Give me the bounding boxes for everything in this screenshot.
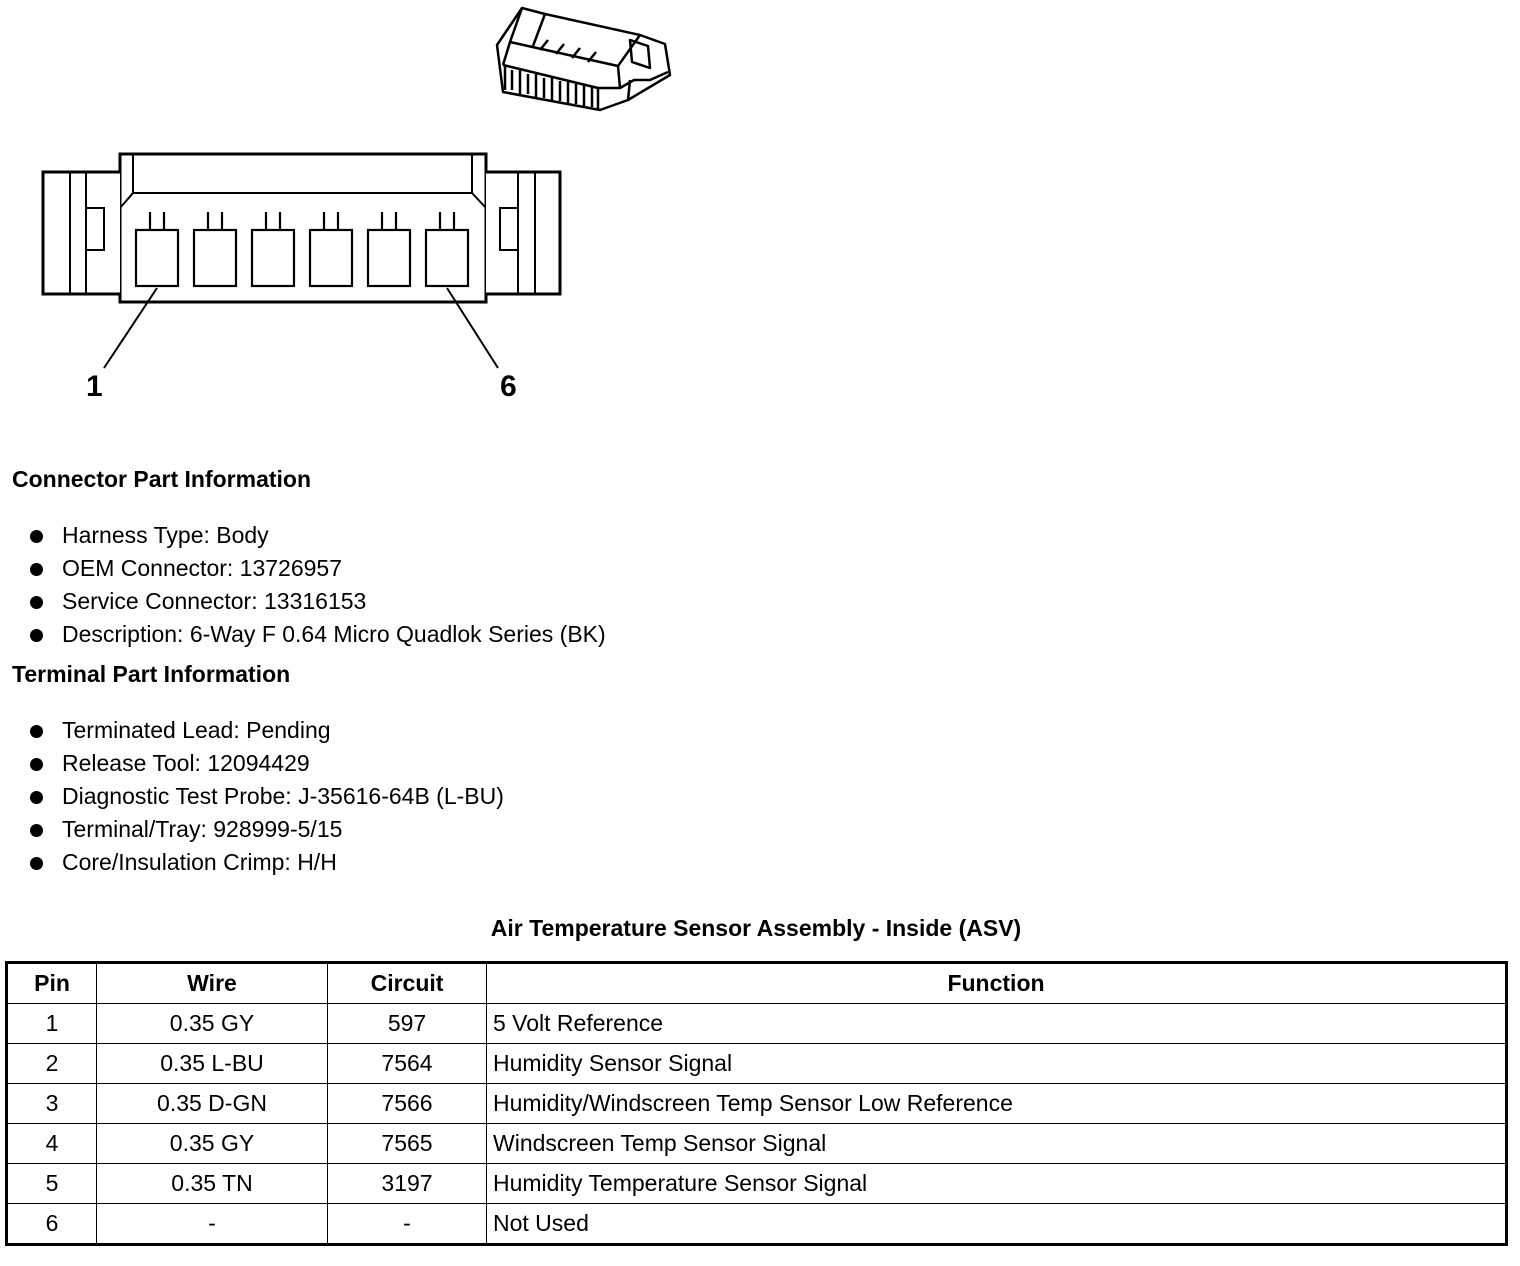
list-item: Release Tool: 12094429 — [28, 747, 504, 780]
terminal-info-list — [28, 714, 504, 879]
table-row — [7, 1124, 1507, 1164]
cell-pin: 3 — [7, 1084, 97, 1124]
cell-wire: 0.35 TN — [97, 1164, 328, 1204]
cell-circuit: - — [328, 1204, 487, 1245]
table-row — [7, 1164, 1507, 1204]
cell-circuit: 7565 — [328, 1124, 487, 1164]
cell-function: Not Used — [487, 1204, 1507, 1245]
list-item: Core/Insulation Crimp: H/H — [28, 846, 504, 879]
table-header-row — [7, 963, 1507, 1004]
cell-wire: 0.35 GY — [97, 1124, 328, 1164]
connector-face-view — [43, 154, 560, 368]
cell-circuit: 7566 — [328, 1084, 487, 1124]
table-row — [7, 1084, 1507, 1124]
header-wire: Wire — [97, 963, 328, 1004]
pin-6-label: 6 — [500, 370, 517, 403]
cell-pin: 1 — [7, 1004, 97, 1044]
connector-diagram — [0, 0, 700, 420]
connector-3d-view — [497, 8, 670, 110]
cell-circuit: 7564 — [328, 1044, 487, 1084]
cell-wire: 0.35 L-BU — [97, 1044, 328, 1084]
table-row — [7, 1044, 1507, 1084]
cell-circuit: 3197 — [328, 1164, 487, 1204]
cell-function: Humidity/Windscreen Temp Sensor Low Reference — [487, 1084, 1507, 1124]
list-item: Harness Type: Body — [28, 519, 606, 552]
cell-pin: 6 — [7, 1204, 97, 1245]
table-row — [7, 1004, 1507, 1044]
cell-function: Windscreen Temp Sensor Signal — [487, 1124, 1507, 1164]
connector-info-title: Connector Part Information — [12, 466, 312, 492]
cell-pin: 4 — [7, 1124, 97, 1164]
table-title: Air Temperature Sensor Assembly - Inside (ASV) — [490, 915, 1022, 941]
cell-pin: 5 — [7, 1164, 97, 1204]
pinout-table — [5, 961, 1508, 1246]
cell-function: Humidity Temperature Sensor Signal — [487, 1164, 1507, 1204]
header-function: Function — [487, 963, 1507, 1004]
list-item: Service Connector: 13316153 — [28, 585, 606, 618]
header-pin: Pin — [7, 963, 97, 1004]
cell-circuit: 597 — [328, 1004, 487, 1044]
cell-function: Humidity Sensor Signal — [487, 1044, 1507, 1084]
table-row — [7, 1204, 1507, 1245]
header-circuit: Circuit — [328, 963, 487, 1004]
pin-1-label: 1 — [86, 370, 103, 403]
list-item: Terminated Lead: Pending — [28, 714, 504, 747]
terminal-info-title: Terminal Part Information — [12, 661, 291, 687]
list-item: Terminal/Tray: 928999-5/15 — [28, 813, 504, 846]
cell-function: 5 Volt Reference — [487, 1004, 1507, 1044]
list-item: OEM Connector: 13726957 — [28, 552, 606, 585]
connector-info-list — [28, 519, 606, 651]
list-item: Diagnostic Test Probe: J-35616-64B (L-BU) — [28, 780, 504, 813]
cell-wire: 0.35 D-GN — [97, 1084, 328, 1124]
cell-wire: 0.35 GY — [97, 1004, 328, 1044]
list-item: Description: 6-Way F 0.64 Micro Quadlok Series (BK) — [28, 618, 606, 651]
cell-wire: - — [97, 1204, 328, 1245]
cell-pin: 2 — [7, 1044, 97, 1084]
